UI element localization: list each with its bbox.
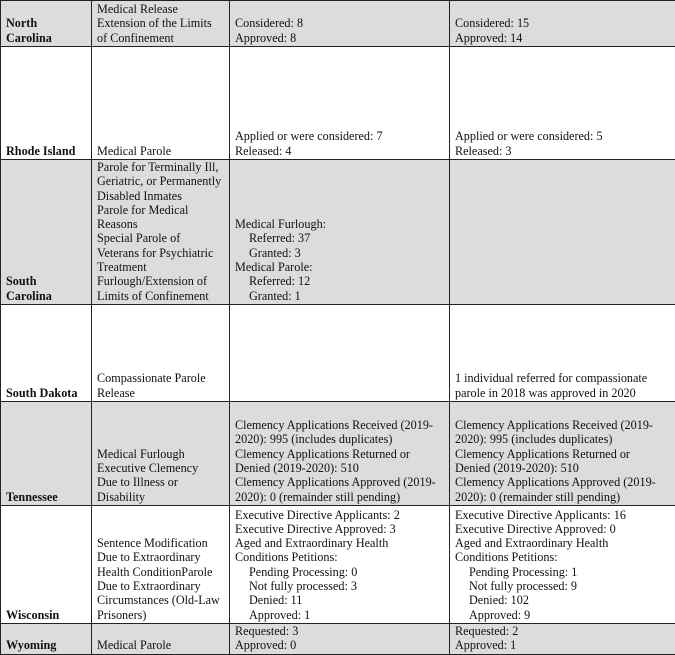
cell-line: Aged and Extraordinary Health [235, 536, 445, 550]
cell-line: Reasons [97, 217, 225, 231]
cell-line: Executive Directive Applicants: 2 [235, 508, 445, 522]
cell-line: Wyoming [6, 638, 87, 652]
state-cell [1, 401, 92, 505]
cell-line: Treatment [97, 260, 225, 274]
cell-line: Pending Processing: 1 [455, 565, 671, 579]
data-cell [450, 623, 675, 654]
cell-line: Prisoners) [97, 608, 225, 622]
data-cell [450, 1, 675, 47]
cell-line: Clemency Applications Approved (2019- [235, 475, 445, 489]
cell-line: Clemency Applications Approved (2019- [455, 475, 671, 489]
program-cell [92, 505, 230, 623]
data-cell [230, 304, 450, 401]
cell-line: Medical Release [97, 2, 225, 16]
cell-line: Denied: 102 [455, 593, 671, 607]
cell-line: Carolina [6, 289, 87, 303]
cell-line: South [6, 274, 87, 288]
data-cell [450, 304, 675, 401]
cell-line: Requested: 2 [455, 624, 671, 638]
data-cell [450, 505, 675, 623]
program-cell [92, 304, 230, 401]
cell-line: Rhode Island [6, 144, 87, 158]
cell-line: 1 individual referred for compassionate [455, 371, 671, 385]
cell-line: Executive Directive Applicants: 16 [455, 508, 671, 522]
state-cell [1, 47, 92, 160]
state-cell [1, 505, 92, 623]
data-cell [230, 1, 450, 47]
program-cell [92, 47, 230, 160]
cell-line: 2020): 995 (includes duplicates) [235, 432, 445, 446]
cell-line: of Confinement [97, 31, 225, 45]
cell-line: Clemency Applications Returned or [235, 447, 445, 461]
cell-line: Released: 4 [235, 144, 445, 158]
cell-line: Medical Parole [97, 144, 225, 158]
cell-line: Medical Furlough [97, 447, 225, 461]
cell-line: Clemency Applications Received (2019- [235, 418, 445, 432]
cell-line: Medical Furlough: [235, 217, 445, 231]
cell-line: parole in 2018 was approved in 2020 [455, 386, 671, 400]
cell-line: Compassionate Parole [97, 371, 225, 385]
table-row [1, 1, 675, 47]
cell-line: North [6, 16, 87, 30]
cell-line: Applied or were considered: 7 [235, 129, 445, 143]
cell-line: Disabled Inmates [97, 189, 225, 203]
cell-line: Aged and Extraordinary Health [455, 536, 671, 550]
cell-line: Due to Extraordinary [97, 579, 225, 593]
cell-line: Granted: 3 [235, 246, 445, 260]
cell-line: Clemency Applications Returned or [455, 447, 671, 461]
cell-line: Approved: 1 [455, 638, 671, 652]
cell-line: 2020): 995 (includes duplicates) [455, 432, 671, 446]
cell-line: Pending Processing: 0 [235, 565, 445, 579]
table-row [1, 623, 675, 654]
data-cell [230, 505, 450, 623]
cell-line: Extension of the Limits [97, 16, 225, 30]
cell-line: Medical Parole: [235, 260, 445, 274]
cell-line: Medical Parole [97, 638, 225, 652]
cell-line: Limits of Confinement [97, 289, 225, 303]
program-cell [92, 623, 230, 654]
cell-line: Conditions Petitions: [235, 550, 445, 564]
cell-line: Considered: 8 [235, 16, 445, 30]
cell-line: Not fully processed: 9 [455, 579, 671, 593]
cell-line: Tennessee [6, 490, 87, 504]
data-cell [230, 160, 450, 305]
table-row [1, 401, 675, 505]
cell-line: Parole for Medical [97, 203, 225, 217]
data-cell [450, 160, 675, 305]
cell-line: Disability [97, 490, 225, 504]
cell-line: Approved: 0 [235, 638, 445, 652]
cell-line: Sentence Modification [97, 536, 225, 550]
table-row [1, 304, 675, 401]
table-row [1, 160, 675, 305]
cell-line: Release [97, 386, 225, 400]
cell-line: Conditions Petitions: [455, 550, 671, 564]
data-cell [230, 401, 450, 505]
state-cell [1, 623, 92, 654]
cell-line: South Dakota [6, 386, 87, 400]
cell-line: Veterans for Psychiatric [97, 246, 225, 260]
cell-line: Not fully processed: 3 [235, 579, 445, 593]
cell-line: Considered: 15 [455, 16, 671, 30]
cell-line: Denied: 11 [235, 593, 445, 607]
cell-line: Applied or were considered: 5 [455, 129, 671, 143]
cell-line: Released: 3 [455, 144, 671, 158]
cell-line: Referred: 37 [235, 231, 445, 245]
cell-line: 2020): 0 (remainder still pending) [235, 490, 445, 504]
cell-line: Executive Directive Approved: 3 [235, 522, 445, 536]
table-row [1, 505, 675, 623]
state-cell [1, 304, 92, 401]
cell-line: Referred: 12 [235, 274, 445, 288]
cell-line: Denied (2019-2020): 510 [235, 461, 445, 475]
state-cell [1, 160, 92, 305]
cell-line: Approved: 9 [455, 608, 671, 622]
cell-line: Special Parole of [97, 231, 225, 245]
program-cell [92, 401, 230, 505]
program-cell [92, 160, 230, 305]
cell-line: Wisconsin [6, 608, 87, 622]
cell-line: Parole for Terminally Ill, [97, 160, 225, 174]
cell-line: Approved: 14 [455, 31, 671, 45]
cell-line: Executive Clemency [97, 461, 225, 475]
cell-line: Executive Directive Approved: 0 [455, 522, 671, 536]
cell-line: Denied (2019-2020): 510 [455, 461, 671, 475]
cell-line: Granted: 1 [235, 289, 445, 303]
cell-line: Circumstances (Old-Law [97, 593, 225, 607]
data-cell [450, 401, 675, 505]
cell-line: 2020): 0 (remainder still pending) [455, 490, 671, 504]
table-row [1, 47, 675, 160]
cell-line: Due to Extraordinary [97, 550, 225, 564]
data-cell [230, 47, 450, 160]
cell-line: Due to Illness or [97, 475, 225, 489]
cell-line: Health ConditionParole [97, 565, 225, 579]
cell-line: Geriatric, or Permanently [97, 174, 225, 188]
state-cell [1, 1, 92, 47]
cell-line: Approved: 8 [235, 31, 445, 45]
data-cell [450, 47, 675, 160]
cell-line: Approved: 1 [235, 608, 445, 622]
cell-line: Clemency Applications Received (2019- [455, 418, 671, 432]
cell-line: Carolina [6, 31, 87, 45]
cell-line: Furlough/Extension of [97, 274, 225, 288]
data-cell [230, 623, 450, 654]
program-cell [92, 1, 230, 47]
cell-line: Requested: 3 [235, 624, 445, 638]
